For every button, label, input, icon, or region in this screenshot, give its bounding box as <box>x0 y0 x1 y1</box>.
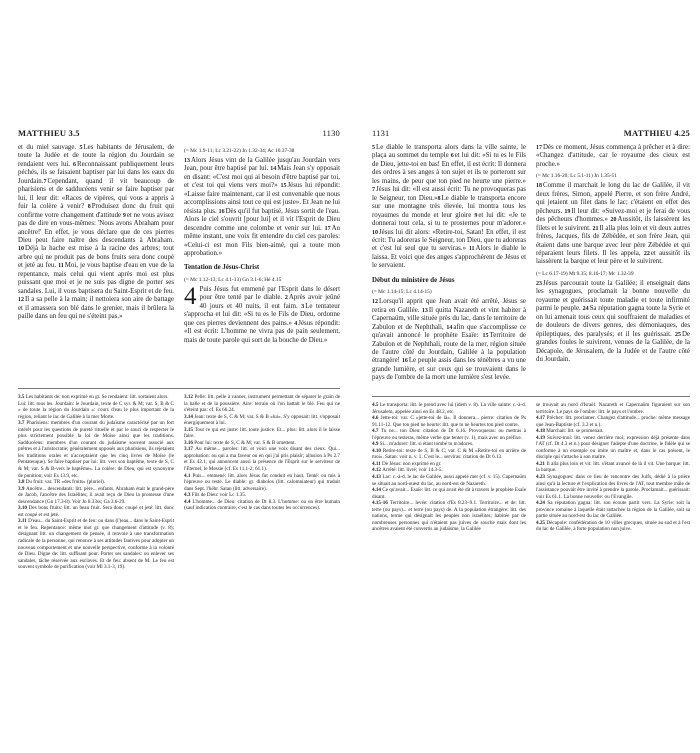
footnote <box>18 505 174 518</box>
footnote-ref: 3.8 <box>18 479 26 486</box>
running-header <box>372 128 690 138</box>
footnote-ref: 4.17 <box>536 415 547 422</box>
footnote <box>18 518 174 570</box>
left-page <box>18 0 340 753</box>
verse-number: 20 <box>610 217 617 224</box>
verse-text: Il a sa pelle à la main; il nettoiera son aire de battage et il amassera son blé dans le grenier, mais il brûlera la paille dans un feu qui ne s'éteint pas.» <box>18 296 174 321</box>
verse-number: 12 <box>18 297 24 304</box>
footnote-text: Lac: c.-à-d. le lac de Galilée, aussi appelé mer (cf. v. 15). Capernaüm se situait au nord-ouest du lac, au nord-est de Nazareth. <box>372 474 526 487</box>
footnotes <box>18 394 340 571</box>
verse-text: Jésus lui dit alors: «Retire-toi, Satan! En effet, il est écrit: Tu adoreras le Seigneur, ton Dieu, que tu adoreras et c'est lui seul que tu serviras.» <box>372 228 526 253</box>
footnote <box>184 414 340 427</box>
verse-text: Cependant, quand il vit beaucoup de pharisiens et de sadducéens venir se faire baptiser par lui, il leur dit: «Races de vipères, qui vous a appris à fuir la colère à venir? <box>18 177 174 211</box>
footnote-column-1 <box>372 402 526 533</box>
verse-number: 14 <box>446 324 453 331</box>
footnote <box>372 448 526 461</box>
verse-number: 18 <box>536 183 542 190</box>
text-column-2 <box>536 144 690 383</box>
verse-number: 10 <box>372 229 378 236</box>
footnote-ref: 4.23 <box>536 474 548 481</box>
running-head-title: MATTHIEU 4.25 <box>623 128 690 138</box>
footnote-text: se trouvait au nord d'Israël. Nazareth et Capernaüm figuraient sur son territoire. Le pays de l'ombre: litt. le pays et l'ombre. <box>536 402 690 415</box>
paragraph <box>18 144 174 322</box>
verse-text: et lui dit: «Je te donnerai tout cela, si tu te prosternes pour m'adorer.» <box>372 211 526 228</box>
chapter-number: 4 <box>184 282 197 310</box>
verse-text: et ne vous avisez pas de dire en vous-mêmes: 'Nous avons Abraham pour ancêtre!' En effet, je vous déclare que de ces pierres Dieu peut faire naître des descendants à Abraham. <box>18 211 174 244</box>
verse-text: afin que s'accomplisse ce qu'avait annoncé le prophète Esaïe: <box>372 323 526 340</box>
text-column-1 <box>18 144 174 345</box>
page-number: 1130 <box>322 128 340 138</box>
main-text <box>372 144 690 383</box>
footnote-column-2 <box>536 402 690 533</box>
footnote-ref: 4.12 <box>372 467 383 474</box>
paragraph <box>184 282 340 345</box>
verse-text: Il quitta Nazareth et vint habiter à Capernaüm, ville située près du lac, dans le territoire de Zabulon et de Nephthali, <box>372 306 526 331</box>
footnote-ref: 3.17 <box>184 446 196 453</box>
verse-text: Comme il marchait le long du lac de Galilée, il vit deux frères, Simon, appelé Pierre, et son frère André, qui jetaient un filet dans le lac; c'étaient en effet des pêcheurs. <box>536 182 690 215</box>
footnote-text: Tu ne... ton Dieu: citation de Dt 6.16. Provoqueras: ou mettras à l'épreuve ou testeras, même verbe que tenter (v. 1), mais avec un préfixe. <box>372 428 527 441</box>
verse-text: Le tentateur s'approcha et lui dit: «Si tu es le Fils de Dieu, ordonne que ces pierres deviennent des pains.» <box>184 302 340 327</box>
verse-text: Le diable le transporta alors dans la ville sainte, le plaça au sommet du temple <box>372 144 526 160</box>
footnote <box>18 420 174 479</box>
footnote-text: Sa réputation gagna: litt. son écoute partit vers. La Syrie: soit la province romaine à laquelle était rattachée la région de la Galilée, soit sa partie située au nord-est du lac de Galilée. <box>536 500 691 520</box>
footnote-ref: 4.14 <box>372 487 383 494</box>
footnote-text: Prêcher: litt. proclamer. Changez d'attitude... proche: même message que Jean-Baptiste (cf. 3.2 et n.). <box>536 415 690 428</box>
footnote-text: Jean: texte de S, C & M; var. S & B «lui». S'y opposait: litt. s'opposait énergiquement à lui. <box>184 413 340 427</box>
footnote <box>184 394 340 414</box>
verse-text: et du miel sauvage. <box>18 144 80 151</box>
cross-reference: (= Mc 1.9-11; Lc 3.21-22) Jn 1.32-34; Ac 10.37-38 <box>184 148 295 154</box>
verse-text: Reconnaissant publiquement leurs péchés, ils se faisaient baptiser par lui dans les eaux du Jourdain. <box>18 160 174 185</box>
verse-text: Jésus lui répondit: «Laisse faire maintenant, car il est convenable que nous accomplissions ainsi tout ce qui est juste». Et Jean ne lui résista plus. <box>184 182 340 215</box>
footnote-text: Marchait: litt. se promenait. <box>546 428 604 435</box>
chapter-text <box>184 282 340 344</box>
verse-number: 15 <box>280 183 287 190</box>
footnote-text: Retire-toi: texte de S, B & C; var. C & M «Retire-toi en arrière de moi». Satan: voir n. v. 1. C'est le... serviras: citation de Dt 6.13. <box>372 447 526 461</box>
footnote-column-1 <box>18 394 174 571</box>
verse-number: 11 <box>58 263 64 270</box>
verse-number: 11 <box>468 246 475 253</box>
paragraph <box>372 298 526 383</box>
paragraph <box>372 144 526 271</box>
verse-number: 6 <box>72 161 76 168</box>
footnote-text: Des bons fruits: litt. un beau fruit. Sera donc coupé et jeté: litt. donc est coupé et est jeté. <box>18 505 174 518</box>
section-heading: Début du ministère de Jésus <box>372 276 455 284</box>
text-column-2 <box>184 144 340 345</box>
verse-number: 13 <box>421 307 428 314</box>
footnote <box>372 402 526 415</box>
page-number: 1131 <box>372 128 390 138</box>
cross-reference: (= Mc 1.12-13; Lc 4.1-13) Gn 3.1-6; Hé 4.15 <box>184 276 282 283</box>
footnote-ref: 4.3 <box>184 492 192 499</box>
footnote-ref: 3.15 <box>184 426 195 433</box>
verse-number: 2 <box>284 295 288 302</box>
running-head-title: MATTHIEU 3.5 <box>18 128 80 138</box>
footnote-ref: 3.11 <box>18 518 29 525</box>
verse-number: 14 <box>270 166 277 173</box>
footnote-text: Ce qu'avait... Esaïe: litt. ce qui avait été dit à travers le prophète Esaïe disant. <box>372 487 526 500</box>
paragraph <box>184 157 340 258</box>
footnote <box>184 446 340 472</box>
paragraph <box>536 182 690 267</box>
footnote-text: Pour lui: texte de S, C & M; var. S & B omettent. <box>194 439 296 446</box>
verse-number: 7 <box>43 178 47 185</box>
footnote-text: Lui: litt. tous les. Jourdain: le Jourdain, texte de C syr. & M; var. S, B & C « de toute la région du Jourdain »: cours d'eau le plus important de la région, reliant le lac de Galilée à la mer Morte. <box>18 400 174 420</box>
verse-text: et aussitôt ils laissèrent la barque et leur père et le suivirent. <box>536 249 690 266</box>
footnote-text: Synagogues: dans ce lieu de rencontre des Juifs, dédié à la prière ainsi qu'à la lecture et l'explication des livres de l'AT, tout membre mâle de l'assistance pouvait être invité à prendre la parole. Proclamait... guérissait: voir Es 61.1. La bonne nouvelle: ou l'Evangile. <box>536 474 691 500</box>
verse-number: 16 <box>401 358 408 365</box>
footnote-ref: 4.11 <box>372 460 382 467</box>
footnote-text: De Jésus: non exprimé en gr. <box>382 460 442 467</box>
footnote-ref: 4.13 <box>372 474 383 481</box>
footnote-ref: 3.5 <box>18 394 26 400</box>
footnote-ref: 3.14 <box>184 413 195 420</box>
footnote-ref: 4.5 <box>372 402 380 408</box>
cross-reference: (= Mc 1.16-20; Lc 5.1-11) Jn 1.35-51 <box>536 173 617 180</box>
verse-number: 3 <box>301 303 305 310</box>
verse-text: De grandes foules le suivirent, venues de la Galilée, de la Décapole, de Jérusalem, de la Judée et de l'autre côté du Jourdain. <box>536 330 690 363</box>
verse-number: 5 <box>79 145 83 151</box>
footnote-text: L'homme... de Dieu: citation de Dt 8.3. L'homme: ou un être humain (sauf indication contraire, c'est le cas dans toutes les occurrences). <box>184 498 340 512</box>
footnote <box>536 415 690 428</box>
footnote <box>536 474 690 500</box>
verse-text: Alors le diable le laissa. Et voici que des anges s'approchèrent de Jésus et le servaient. <box>372 245 527 270</box>
footnote-text: Ancêtre... descendants: litt. père... enfants. Abraham était le grand-père de Jacob, l'ancêtre des Israélites; il avait reçu de Dieu la promesse d'une descendance (Gn 17.3-8). Voir Jn 8.33ss; Ga 3.6-29. <box>18 485 174 505</box>
verse-text: Dès ce moment, Jésus commença à prêcher et à dire: «Changez d'attitude, car le royaume des cieux est proche.» <box>536 144 690 168</box>
footnote-ref: 4.18 <box>536 428 547 435</box>
verse-text: Le peuple assis dans les ténèbres a vu une grande lumière, et sur ceux qui se trouvaient dans le pays de l'ombre de la mort une lumière s'est levée. <box>372 357 526 382</box>
verse-text: Moi, je vous baptise d'eau en vue de la repentance, mais celui qui vient après moi est plus puissant que moi et je ne suis pas digne de porter ses sandales. Lui, il vous baptisera du Saint-Esprit et de feu. <box>18 262 174 295</box>
footnote <box>184 427 340 440</box>
footnote-text: D'eau... du Saint-Esprit et de feu: ou dans (l')eau... dans le Saint-Esprit et le feu. Repentance: même mot gr. que changement d'attitude (v. 8); désignant litt. un changement de pensée, il renvoie à une transformation radicale de la personne, qui renonce à ses attitudes fautives pour adopter un nouveau comportement et une nouvelle perspective, conforme à la volonté de Dieu. Digne de: litt. suffisant pour. Porter ses sandales: ou enlever ses sandales, tâche réservée aux esclaves. Et de feu: absent de M. Le feu est souvent symbole de purification (voir Ml 3.1-3, 19). <box>18 518 174 571</box>
verse-text: Dès qu'il fut baptisé, Jésus sortit de l'eau. Alors le ciel s'ouvrit [pour lui] et il vit l'Esprit de Dieu descendre comme une colombe et venir sur lui. <box>184 207 340 232</box>
running-header <box>18 128 340 138</box>
footnote-column-2 <box>184 394 340 571</box>
verse-number: 23 <box>536 280 542 287</box>
footnotes <box>372 402 690 533</box>
verse-text: Alors Jésus vint de la Galilée jusqu'au Jourdain vers Jean, pour être baptisé par lui. <box>184 157 340 173</box>
footnote <box>184 473 340 493</box>
footnote-text: Au même... paroles: litt. et voici une voix disant des cieux. Qui... approbation: ou qui a ma faveur ou en qui j'ai pris plaisir; allusion à Ps 2.7 et Es 42.1, qui annoncent aussi la présence de l'Esprit sur le serviteur de l'Eternel, le Messie (cf. Es 11.1-2; 61.1). <box>184 446 340 473</box>
footnote-ref: 4.24 <box>536 500 548 507</box>
footnote-ref: 3.7 <box>18 420 27 427</box>
footnote-text: Fils de Dieu: voir Lc 1.35. <box>191 492 247 499</box>
footnote-text: Pharisiens: membres d'un courant du judaïsme caractérisé par un fort intérêt pour les questions de pureté rituelle et par le souci de respecter le plus strictement possible la loi de Moïse ainsi que les traditions. Sadducéens: membres d'un courant du judaïsme souvent associé aux prêtres et à l'aristocratie; généralement opposés aux pharisiens, ils rejetaient les traditions orales et n'acceptaient que les cinq livres de Moïse (le Pentateuque). Se faire baptiser par lui: litt. vers son baptême, texte de S, C & M; var. S & B-vers le baptême». La colère: de Dieu, qui est synonyme de punition; voir Es 13.9, etc. <box>18 420 174 479</box>
footnote <box>372 487 526 500</box>
verse-number: 6 <box>450 153 454 160</box>
footnote-ref: 3.9 <box>18 485 26 492</box>
section-heading: Tentation de Jésus-Christ <box>184 264 260 272</box>
main-text <box>18 144 340 345</box>
footnote-ref: 4.15-16 <box>372 500 390 507</box>
verse-number: 9 <box>122 212 126 219</box>
cross-reference: (= Mc 1.14-15; Lc 4.14-15) <box>372 289 432 296</box>
footnote-divider <box>18 388 340 389</box>
footnote-text: Arrêté: litt. livré; voir 14.3-5. <box>382 467 443 474</box>
footnote-ref: 4.21 <box>536 460 547 467</box>
footnote-text: Décapole: confédération de 10 villes grecques, située au sud et à l'est du lac de Galilée, à forte population non juive. <box>536 519 690 533</box>
verse-text: Territoire de Zabulon et de Nephthali, route de la mer, région située de l'autre côté du Jourdain, Galilée à la population étrangère! <box>372 332 526 365</box>
footnote-divider <box>372 396 690 397</box>
text-column-1 <box>372 144 526 383</box>
footnote <box>18 486 174 506</box>
verse-text: Le diable le transporta encore sur une montagne très élevée, lui montra tous les royaumes du monde et leur gloire <box>372 194 526 219</box>
verse-text: Lorsqu'il apprit que Jean avait été arrêté, Jésus se retira en Galilée. <box>372 298 526 314</box>
footnote-text: Il alla plus loin et vit: litt. s'étant avancé de là il vit. Une barque: litt. la barque. <box>536 460 690 474</box>
verse-text: Jésus lui dit: «Il est aussi écrit: Tu ne provoqueras pas le Seigneur, ton Dieu.» <box>372 186 526 202</box>
verse-number: 25 <box>674 331 681 338</box>
verse-number: 8 <box>87 204 91 211</box>
verse-text: et lui dit: «Si tu es le Fils de Dieu, jette-toi en bas! En effet, il est écrit: Il donnera des ordres à ses anges à ton sujet et ils te porteront sur les mains, de peur que ton pied ne heurte une pierre.» <box>372 152 526 185</box>
right-page <box>372 0 690 753</box>
verse-number: 17 <box>536 145 542 151</box>
verse-number: 24 <box>582 306 589 313</box>
footnote-ref: 4.9 <box>372 441 380 448</box>
paragraph <box>536 144 690 169</box>
verse-number: 19 <box>564 208 571 215</box>
verse-number: 13 <box>184 158 190 164</box>
verse-text: Produisez donc du fruit qui confirme votre changement d'attitude <box>18 203 174 219</box>
verse-number: 22 <box>643 250 650 257</box>
footnote-text: Puis... emmené: litt. alors Jésus fut conduit en haut. Tenté: ou mis à l'épreuve ou testé. Le diable: gr. diabolos (litt. calomniateur) qui traduit dans Sept. l'hébr. Satan (litt. adversaire). <box>184 472 340 492</box>
footnote <box>372 500 526 533</box>
footnote <box>536 461 690 474</box>
paragraph <box>536 280 690 365</box>
footnote-text: Territoire... levée: citation d'Es 8.23–9.1. Territoire... et de: litt. terre (ou pays)... et terre (ou pays) de. A la population étrangère: litt. des nations, terme qui désignait les peuples non israélites; habitée par de nombreuses personnes qui n'étaient pas juives de souche mais dont les ancêtres avaient été convertis au judaïsme, la Galilée <box>372 500 526 533</box>
footnote <box>18 401 174 421</box>
footnote-ref: 3.10 <box>18 505 29 512</box>
verse-text: Jésus répondit: «Il est écrit: L'homme ne vivra pas de pain seulement, mais de toute parole qui sort de la bouche de Dieu.» <box>184 319 340 344</box>
footnote <box>372 415 526 428</box>
verse-text: Déjà la hache est mise à la racine des arbres; tout arbre qui ne produit pas de bons fruits sera donc coupé et jeté au feu. <box>18 245 174 270</box>
footnote-ref: 4.6 <box>372 415 381 422</box>
verse-text: Puis Jésus fut emmené par l'Esprit dans le désert pour être tenté par le diable. <box>199 285 340 302</box>
verse-text: Jésus parcourait toute la Galilée; il enseignait dans les synagogues, proclamait la bonne nouvelle du royaume et guérissait toute maladie et toute infirmité parmi le peuple. <box>536 279 690 313</box>
footnote-text: Pelle: litt. pelle à vanner, instrument permettant de séparer le grain de la balle et de la poussière. Aire: terrain où l'on battait le blé. Feu qui ne s'éteint pas: cf. Es 66.24. <box>184 394 340 414</box>
verse-number: 4 <box>294 320 298 327</box>
footnote-text: Tout ce qui est juste: litt. toute justice. Et... plus: litt. alors il le laisse faire. <box>184 426 341 440</box>
verse-number: 21 <box>592 225 599 232</box>
footnote <box>536 500 690 520</box>
verse-number: 9 <box>474 212 478 219</box>
verse-number: 15 <box>482 333 489 340</box>
footnote <box>536 402 690 415</box>
footnote-ref: 3.12 <box>184 394 195 400</box>
verse-number: 17 <box>324 225 331 232</box>
verse-text: Il leur dit: «Suivez-moi et je ferai de vous des pêcheurs d'hommes.» <box>536 207 690 224</box>
verse-number: 5 <box>372 145 375 151</box>
verse-text: Sa réputation gagna toute la Syrie et on lui amenait tous ceux qui souffraient de maladies et de douleurs de divers genres, des démoniaques, des épileptiques, des paralysés; et il les guérissait. <box>536 305 690 338</box>
footnote <box>536 435 690 461</box>
footnote-text: Le transporta: litt. le prend avec lui (idem v. 8). La ville sainte: c.-à-d. Jérusalem, appelée ainsi en Es 48.2, etc. <box>372 402 526 415</box>
verse-text: Les habitants de Jérusalem, de toute la Judée et de toute la région du Jourdain se rendaient vers lui. <box>18 144 175 168</box>
footnote <box>184 499 340 512</box>
footnote <box>536 520 690 533</box>
footnote-ref: 4.19 <box>536 434 548 441</box>
footnote-ref: 4.7 <box>372 428 381 435</box>
verse-text: Après avoir jeûné 40 jours et 40 nuits, il eut faim. <box>199 294 340 310</box>
verse-number: 12 <box>372 299 378 306</box>
footnote-text: Si... m'adorer: litt. si étant tombé tu m'adores. <box>379 441 474 448</box>
footnote-text: Du fruit: var. TR «des fruits» (pluriel). <box>25 479 106 486</box>
verse-number: 7 <box>372 187 375 194</box>
verse-text: Il alla plus loin et vit deux autres frères, Jacques, fils de Zébédée, et son frère Jean, qui étaient dans une barque avec leur père Zébédée et qui réparaient leurs filets. Il les appela, <box>536 224 691 257</box>
footnote <box>372 428 526 441</box>
verse-text: Mais Jean s'y opposait en disant: «C'est moi qui ai besoin d'être baptisé par toi, et c'est toi qui viens vers moi?» <box>184 165 340 190</box>
footnote-ref: 3.16 <box>184 439 195 446</box>
footnote-ref: 4.1 <box>184 472 193 479</box>
footnote-text: Jette-toi: var. C «jette-toi de là». Il donnera... pierre: citation de Ps 91.11-12. Que ton pied ne heurte: litt. que tu ne heurtes ton pied contre. <box>372 415 527 428</box>
footnote-ref: 4.10 <box>372 447 383 454</box>
footnote-ref: 4.25 <box>536 519 547 526</box>
footnote-text: Les habitants de: non exprimé en gr. Se rendaient: litt. sortaient alors. <box>25 394 169 400</box>
verse-text: Au même instant, une voix fit entendre du ciel ces paroles: «Celui-ci est mon Fils bien-aimé, qui a toute mon approbation.» <box>184 224 340 257</box>
footnote-text: Suivez-moi: litt. venez derrière moi; expression déjà présente dans l'AT (cf. Dt 4.3 et n.) pour désigner l'adepte d'une doctrine, le fidèle qui se conforme à un exemple ou imite un maître et, dans le cas présent, le disciple qui s'attache à son maître. <box>536 434 690 461</box>
verse-number: 8 <box>437 195 441 202</box>
footnote <box>372 474 526 487</box>
verse-number: 10 <box>18 246 24 253</box>
verse-text: Aussitôt, ils laissèrent les filets et le suivirent. <box>536 216 690 232</box>
footnote-ref: 4.4 <box>184 498 193 505</box>
cross-reference: (= Lc 6.17-19) Mt 9.35; 8.16-17; Mc 1.32-39 <box>536 270 634 277</box>
verse-number: 16 <box>218 208 225 215</box>
